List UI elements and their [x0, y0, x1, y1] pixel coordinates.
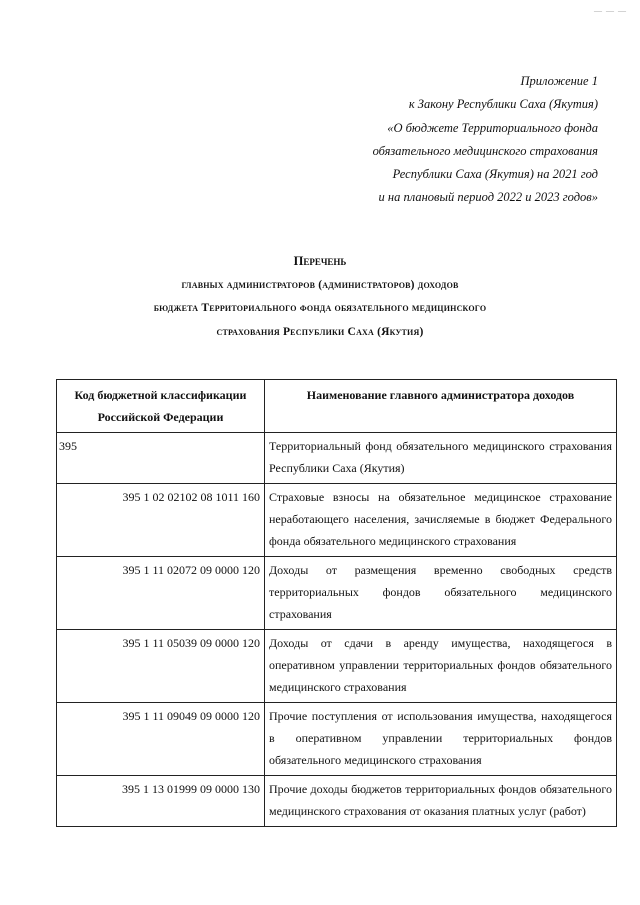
administrator-name: Страховые взносы на обязательное медицинское страхование неработающего населения, зачисляемые в бюджет Федерального фонда обязательного медицинского страхования	[265, 484, 617, 557]
budget-code: 395 1 11 05039 09 0000 120	[57, 630, 265, 703]
administrator-name: Доходы от размещения временно свободных средств территориальных фондов обязательного медицинского страхования	[265, 557, 617, 630]
budget-code: 395	[57, 433, 265, 484]
budget-code: 395 1 11 09049 09 0000 120	[57, 703, 265, 776]
appendix-header	[373, 70, 598, 210]
administrator-name: Территориальный фонд обязательного медицинского страхования Республики Саха (Якутия)	[265, 433, 617, 484]
table-header-row	[57, 380, 617, 433]
page-corner-mark: — — —	[594, 6, 627, 15]
appendix-line: Республики Саха (Якутия) на 2021 год	[392, 167, 598, 182]
column-header-code: Код бюджетной классификации Российской Федерации	[57, 380, 265, 433]
document-heading	[0, 250, 640, 344]
appendix-line: и на плановый период 2022 и 2023 годов»	[378, 190, 598, 205]
appendix-line: Приложение 1	[520, 74, 598, 88]
administrator-name: Прочие поступления от использования имущества, находящегося в оперативном управлении территориальных фондов обязательного медицинского страхования	[265, 703, 617, 776]
table-row	[57, 630, 617, 703]
budget-code: 395 1 13 01999 09 0000 130	[57, 776, 265, 827]
appendix-line: «О бюджете Территориального фонда	[387, 120, 598, 135]
budget-code: 395 1 02 02102 08 1011 160	[57, 484, 265, 557]
table-row	[57, 484, 617, 557]
appendix-line: к Закону Республики Саха (Якутия)	[408, 97, 598, 112]
table-row	[57, 776, 617, 827]
table-row	[57, 703, 617, 776]
column-header-name: Наименование главного администратора доходов	[265, 380, 617, 433]
administrator-name: Прочие доходы бюджетов территориальных фондов обязательного медицинского страхования от оказания платных услуг (работ)	[265, 776, 617, 827]
heading-line: страхования Республики Саха (Якутия)	[216, 325, 424, 338]
administrator-name: Доходы от сдачи в аренду имущества, находящегося в оперативном управлении территориальных фондов обязательного медицинского страхования	[265, 630, 617, 703]
heading-line: бюджета Территориального фонда обязательного медицинского	[153, 302, 487, 314]
document-title: Перечень	[293, 254, 347, 268]
budget-code: 395 1 11 02072 09 0000 120	[57, 557, 265, 630]
heading-line: главных администраторов (администраторов) доходов	[181, 278, 459, 291]
table-row	[57, 557, 617, 630]
administrators-table	[56, 379, 617, 827]
table-row	[57, 433, 617, 484]
appendix-line: обязательного медицинского страхования	[372, 143, 598, 158]
